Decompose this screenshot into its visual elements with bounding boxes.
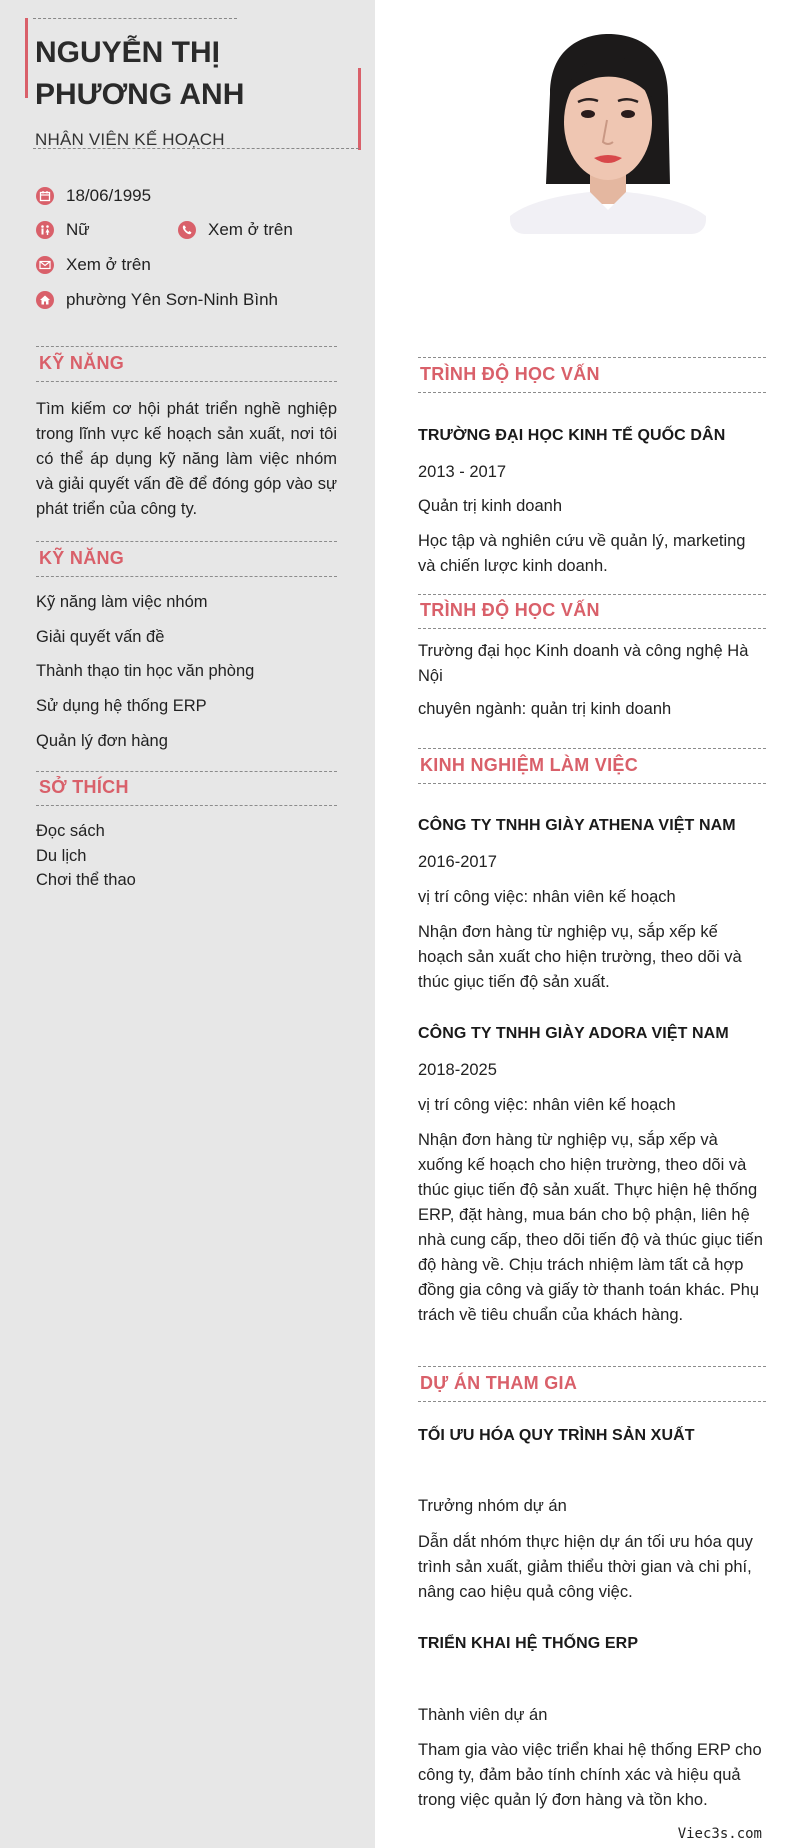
objective-divider-top: [36, 346, 337, 347]
edu1-divider-bottom: [418, 392, 766, 393]
name-top-divider: [33, 18, 237, 19]
phone-icon: [178, 221, 196, 239]
birthday-value: 18/06/1995: [66, 186, 152, 205]
skills-title: KỸ NĂNG: [39, 548, 125, 568]
full-name: [35, 32, 355, 116]
exp-divider-bottom: [418, 783, 766, 784]
skill-item: Kỹ năng làm việc nhóm: [36, 593, 208, 611]
exp1-company: CÔNG TY TNHH GIÀY ATHENA VIỆT NAM: [418, 817, 736, 834]
exp2-description: Nhận đơn hàng từ nghiệp vụ, sắp xếp và xuống kế hoạch cho hiện trường, theo dõi và thúc giục tiến độ sản xuất. Thực hiện hệ thống ERP, đặt hàng, mua bán cho bộ phận, liên hệ nhà cung cấp, theo dõi tiến độ và thúc giục tiến độ hàng về. Chịu trách nhiệm làm tất cả hợp đồng gia công và giấy tờ thanh toán khác. Phụ trách về tiêu chuẩn của khách hàng.: [418, 1131, 763, 1324]
name-line-2: PHƯƠNG ANH: [35, 78, 245, 111]
edu1-divider-top: [418, 357, 766, 358]
left-sidebar: [0, 0, 375, 1848]
hobby-item: Đọc sách: [36, 822, 105, 840]
watermark-footer: Viec3s.com: [677, 1826, 762, 1842]
projects-title: DỰ ÁN THAM GIA: [420, 1373, 578, 1393]
hobby-item: Chơi thể thao: [36, 871, 136, 889]
hobby-item: Du lịch: [36, 847, 87, 865]
education2-title: TRÌNH ĐỘ HỌC VẤN: [420, 600, 600, 620]
email-value: Xem ở trên: [66, 255, 151, 274]
objective-title: KỸ NĂNG: [39, 353, 125, 373]
education-title: TRÌNH ĐỘ HỌC VẤN: [420, 364, 600, 384]
experience-title: KINH NGHIỆM LÀM VIỆC: [420, 755, 639, 775]
skills-divider-bottom: [36, 576, 337, 577]
skill-item: Giải quyết vấn đề: [36, 628, 165, 646]
edu2-school: Trường đại học Kinh doanh và công nghệ Hà Nội: [418, 642, 749, 685]
proj2-role: Thành viên dự án: [418, 1706, 548, 1724]
proj1-role: Trưởng nhóm dự án: [418, 1497, 567, 1515]
exp1-description: Nhận đơn hàng từ nghiệp vụ, sắp xếp kế hoạch sản xuất cho hiện trường, theo dõi và thúc giục tiến độ sản xuất.: [418, 923, 742, 991]
exp1-years: 2016-2017: [418, 853, 497, 871]
skill-item: Sử dụng hệ thống ERP: [36, 697, 207, 715]
hobbies-title: SỞ THÍCH: [39, 777, 129, 797]
edu2-divider-top: [418, 594, 766, 595]
name-block: [25, 18, 361, 150]
edu2-divider-bottom: [418, 628, 766, 629]
exp2-years: 2018-2025: [418, 1061, 497, 1079]
proj-divider-bottom: [418, 1401, 766, 1402]
edu2-major: chuyên ngành: quản trị kinh doanh: [418, 700, 672, 718]
proj2-description: Tham gia vào việc triển khai hệ thống ERP cho công ty, đảm bảo tính chính xác và hiệu quả trong việc quản lý đơn hàng và tồn kho.: [418, 1741, 762, 1809]
address-row: [36, 290, 278, 310]
birthday-row: [36, 186, 151, 206]
exp2-position: vị trí công việc: nhân viên kế hoạch: [418, 1096, 676, 1114]
calendar-icon: [36, 187, 54, 205]
profile-photo: [510, 34, 706, 234]
exp-divider-top: [418, 748, 766, 749]
exp2-company: CÔNG TY TNHH GIÀY ADORA VIỆT NAM: [418, 1025, 729, 1042]
gender-icon: [36, 221, 54, 239]
home-icon: [36, 291, 54, 309]
email-row: [36, 255, 151, 275]
objective-divider-bottom: [36, 381, 337, 382]
address-value: phường Yên Sơn-Ninh Bình: [66, 290, 278, 309]
exp1-position: vị trí công việc: nhân viên kế hoạch: [418, 888, 676, 906]
name-line-1: NGUYỄN THỊ: [35, 36, 221, 69]
phone-row: [178, 220, 293, 240]
name-right-accent-bar: [358, 68, 361, 150]
skill-item: Quản lý đơn hàng: [36, 732, 168, 750]
job-title: NHÂN VIÊN KẾ HOẠCH: [35, 130, 225, 149]
proj1-description: Dẫn dắt nhóm thực hiện dự án tối ưu hóa quy trình sản xuất, giảm thiểu thời gian và chi phí, nâng cao hiệu quả công việc.: [418, 1533, 753, 1601]
edu1-major: Quản trị kinh doanh: [418, 497, 563, 515]
objective-text: Tìm kiếm cơ hội phát triển nghề nghiệp trong lĩnh vực kế hoạch sản xuất, nơi tôi có thể áp dụng kỹ năng làm việc nhóm và giải quyết vấn đề để đóng góp vào sự phát triển của công ty.: [36, 400, 337, 518]
hobbies-divider-bottom: [36, 805, 337, 806]
phone-value: Xem ở trên: [208, 220, 293, 239]
proj1-name: TỐI ƯU HÓA QUY TRÌNH SẢN XUẤT: [418, 1427, 695, 1444]
name-bottom-divider: [33, 148, 359, 149]
edu1-description: Học tập và nghiên cứu về quản lý, marketing và chiến lược kinh doanh.: [418, 532, 746, 575]
email-icon: [36, 256, 54, 274]
hobbies-divider-top: [36, 771, 337, 772]
name-left-accent-bar: [25, 18, 28, 98]
proj2-name: TRIỂN KHAI HỆ THỐNG ERP: [418, 1635, 639, 1652]
gender-row: [36, 220, 90, 240]
edu1-school: TRƯỜNG ĐẠI HỌC KINH TẾ QUỐC DÂN: [418, 427, 726, 444]
proj-divider-top: [418, 1366, 766, 1367]
skills-divider-top: [36, 541, 337, 542]
gender-value: Nữ: [66, 220, 90, 239]
edu1-years: 2013 - 2017: [418, 463, 507, 481]
skill-item: Thành thạo tin học văn phòng: [36, 662, 255, 680]
